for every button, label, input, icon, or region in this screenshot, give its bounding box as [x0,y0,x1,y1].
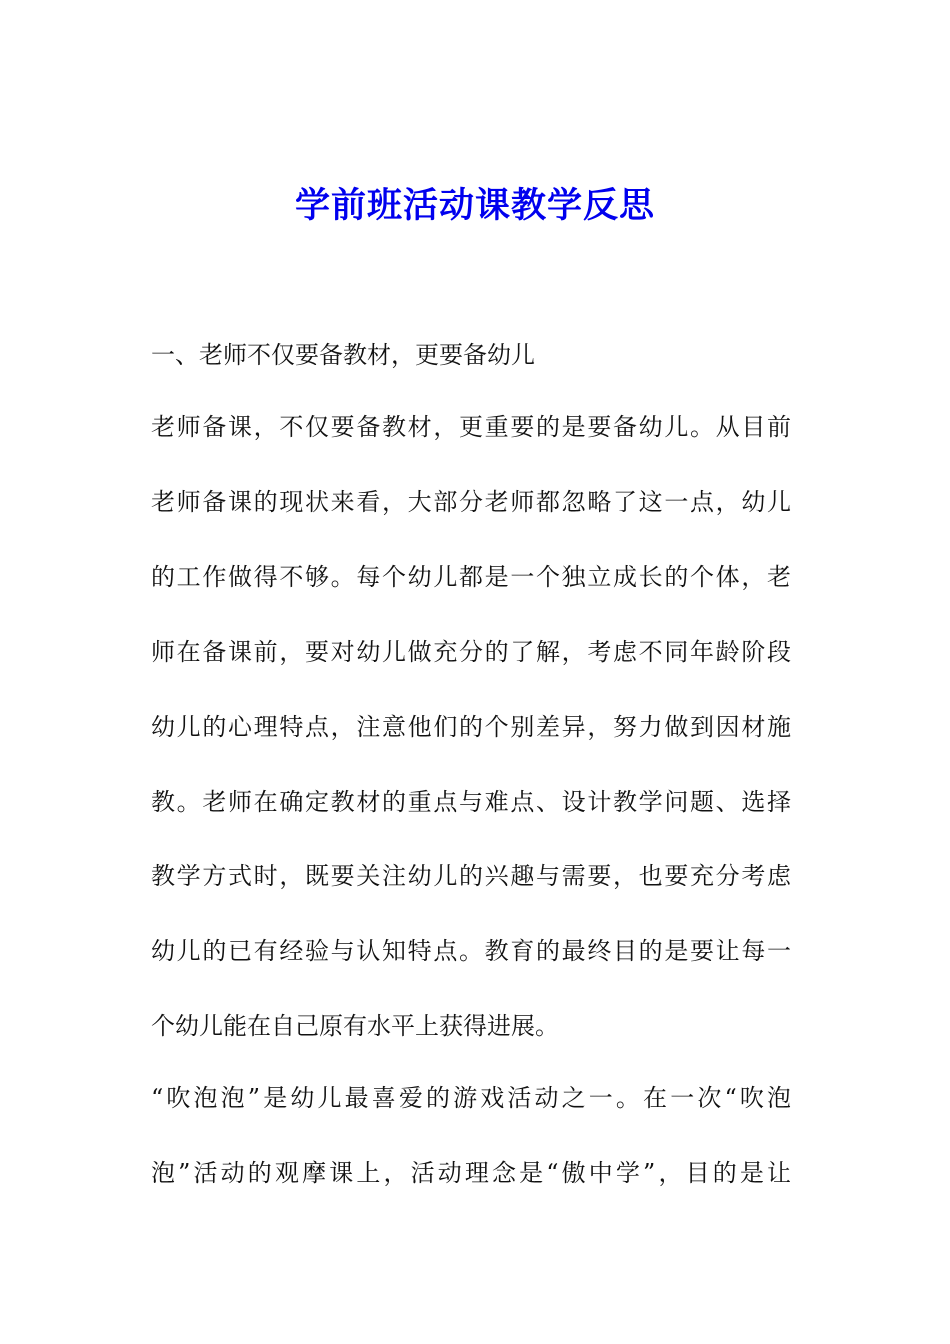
paragraph-line: 幼儿的心理特点，注意他们的个别差异，努力做到因材施 [151,713,791,741]
paragraph-line: 幼儿的已有经验与认知特点。教育的最终目的是要让每一 [151,937,791,965]
paragraph-line: 个幼儿能在自己原有水平上获得进展。 [151,1012,559,1040]
paragraph-line: 教。老师在确定教材的重点与难点、设计教学问题、选择 [151,788,791,816]
paragraph-line: “吹泡泡”是幼儿最喜爱的游戏活动之一。在一次“吹泡 [151,1084,791,1112]
paragraph-line: 泡”活动的观摩课上，活动理念是“傲中学”，目的是让 [151,1159,791,1187]
section-heading: 一、老师不仅要备教材，更要备幼儿 [151,341,535,369]
paragraph-line: 的工作做得不够。每个幼儿都是一个独立成长的个体，老 [151,563,791,591]
paragraph-line: 师在备课前，要对幼儿做充分的了解，考虑不同年龄阶段 [151,638,791,666]
paragraph-line: 老师备课，不仅要备教材，更重要的是要备幼儿。从目前 [151,413,791,441]
document-title: 学前班活动课教学反思 [294,185,655,226]
paragraph-line: 老师备课的现状来看，大部分老师都忽略了这一点，幼儿 [151,488,791,516]
paragraph-line: 教学方式时，既要关注幼儿的兴趣与需要，也要充分考虑 [151,862,791,890]
